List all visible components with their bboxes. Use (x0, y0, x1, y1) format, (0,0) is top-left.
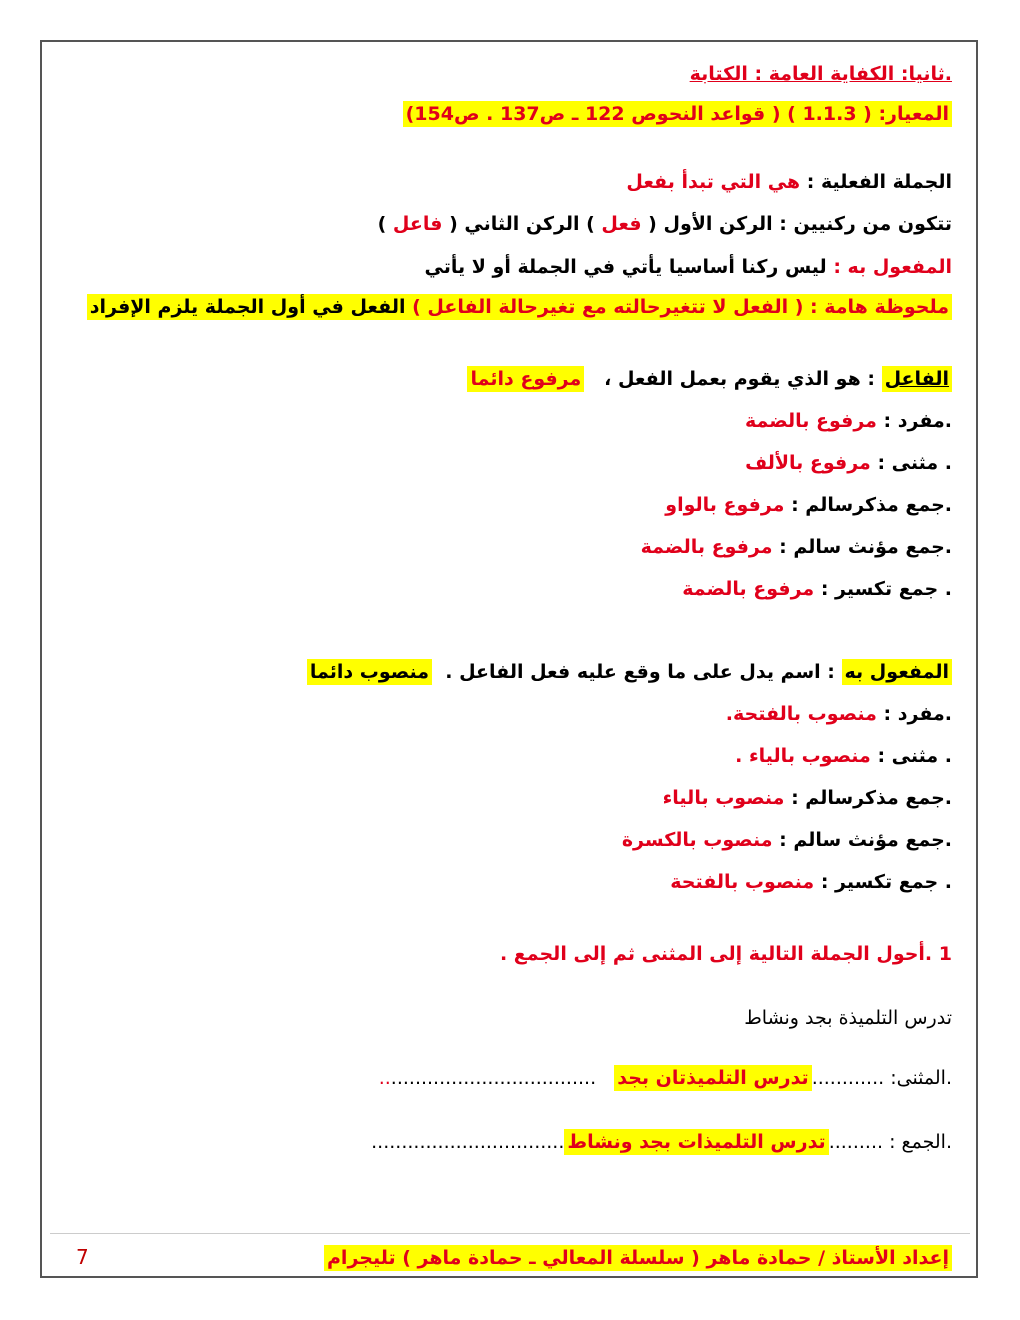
object-item (735, 742, 952, 770)
item-dot: . (944, 410, 952, 432)
item-dot: . (944, 536, 952, 558)
object-item (663, 784, 952, 812)
important-note-highlight (87, 294, 952, 320)
item-label: جمع مذكرسالم : (791, 787, 945, 809)
item-value: منصوب بالفتحة (670, 871, 815, 893)
item-value: منصوب بالياء . (735, 745, 871, 767)
plural-answer: تدرس التلميذات بجد ونشاط (564, 1129, 828, 1155)
dual-answer: تدرس التلميذتان بجد (614, 1065, 811, 1091)
object-item (622, 826, 952, 854)
item-value: منصوب بالفتحة. (725, 703, 877, 725)
item-label: مفرد : (883, 703, 945, 725)
object-note-text: ليس ركنا أساسيا يأتي في الجملة أو لا يأتي (424, 256, 827, 278)
footer-text: إعداد الأستاذ / حمادة ماهر ( سلسلة المعالي ـ حمادة ماهر ) تليجرام (324, 1245, 952, 1271)
item-label: جمع تكسير : (820, 578, 939, 600)
item-dot: . (938, 452, 952, 474)
item-label: مفرد : (883, 410, 945, 432)
subject-item (682, 575, 952, 603)
important-note (87, 293, 952, 321)
pillars-suffix: ) (377, 213, 387, 235)
object-item (726, 700, 952, 728)
dual-label: .المثنى: ............ (811, 1067, 952, 1089)
criterion-text: المعيار: ( 1.1.3 ) ( قواعد النحوص 122 ـ ص137 . ص154) (403, 101, 952, 127)
item-label: مثنى : (877, 745, 939, 767)
item-label: مثنى : (877, 452, 939, 474)
criterion (403, 100, 952, 128)
footer-credit (324, 1244, 952, 1272)
subject-item (641, 533, 952, 561)
verbal-sentence-definition (626, 168, 952, 196)
item-dot: . (944, 787, 952, 809)
item-value: مرفوع بالألف (745, 452, 871, 474)
object-note (425, 253, 953, 281)
exercise-sentence: تدرس التلميذة بجد ونشاط (744, 1007, 952, 1029)
section-title: .ثانيا: الكفاية العامة : الكتابة (689, 63, 952, 85)
exercise-plural (371, 1128, 952, 1156)
item-dot: . (938, 578, 952, 600)
subject-item (665, 491, 952, 519)
item-dot: . (938, 745, 952, 767)
plural-label: .الجمع : ......... (828, 1131, 952, 1153)
subject-title: الفاعل (882, 366, 952, 392)
item-value: مرفوع بالضمة (682, 578, 815, 600)
object-heading (307, 658, 952, 686)
verbal-sentence-def: هي التي تبدأ بفعل (626, 171, 801, 193)
item-value: مرفوع بالضمة (640, 536, 773, 558)
sentence-pillars (378, 210, 952, 238)
item-label: جمع مؤنث سالم : (779, 536, 945, 558)
pillar-second: فاعل (392, 213, 443, 235)
subject-def: : هو الذي يقوم بعمل الفعل ، (604, 368, 875, 390)
footer-divider (50, 1233, 970, 1234)
important-note-red: ملحوظة هامة : ( الفعل لا تتغيرحالته مع تغيرحالة الفاعل ) (412, 296, 949, 318)
item-label: جمع تكسير : (820, 871, 939, 893)
important-note-black: الفعل في أول الجملة يلزم الإفراد (89, 296, 406, 318)
object-note-label: المفعول به : (833, 256, 952, 278)
item-dot: . (944, 494, 952, 516)
pillar-first: فعل (601, 213, 642, 235)
pillars-prefix: تتكون من ركنيين : الركن الأول ( (648, 213, 952, 235)
exercise-question: 1 .أحول الجملة التالية إلى المثنى ثم إلى الجمع . (499, 943, 952, 965)
item-dot: . (944, 703, 952, 725)
item-dot: . (938, 871, 952, 893)
object-state: منصوب دائما (307, 659, 432, 685)
subject-item (745, 449, 952, 477)
item-label: جمع مذكرسالم : (791, 494, 945, 516)
exercise-dual (379, 1064, 952, 1092)
dual-dots-red: .. (378, 1067, 391, 1089)
item-value: منصوب بالياء (662, 787, 785, 809)
object-def: : اسم يدل على ما وقع عليه فعل الفاعل . (445, 661, 835, 683)
item-value: منصوب بالكسرة (621, 829, 773, 851)
object-title: المفعول به (842, 659, 952, 685)
verbal-sentence-label: الجملة الفعلية : (806, 171, 952, 193)
item-dot: . (944, 829, 952, 851)
item-value: مرفوع بالضمة (745, 410, 877, 432)
item-value: مرفوع بالواو (665, 494, 785, 516)
plural-dots: ................................ (371, 1131, 565, 1153)
subject-state: مرفوع دائما (467, 366, 584, 392)
dual-dots: .................................. (390, 1067, 597, 1089)
subject-heading (467, 365, 952, 393)
object-item (670, 868, 952, 896)
subject-item (745, 407, 952, 435)
item-label: جمع مؤنث سالم : (779, 829, 945, 851)
page-number: 7 (76, 1245, 89, 1269)
pillars-middle: ) الركن الثاني ( (449, 213, 595, 235)
